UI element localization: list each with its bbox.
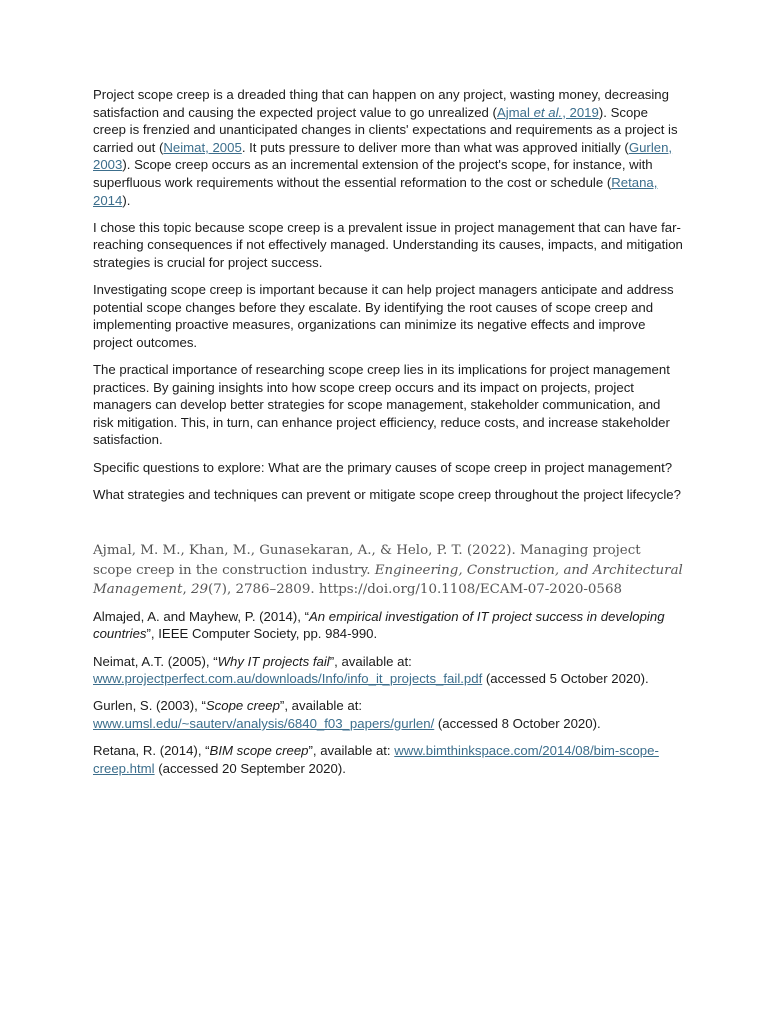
- topic-choice-paragraph: I chose this topic because scope creep is a prevalent issue in project management that can have far-reaching consequences if not effectively managed. Understanding its causes, impacts, and mitigation strategies is crucial for project success.: [93, 219, 683, 270]
- reference-accessed: (accessed 5 October 2020).: [482, 671, 649, 687]
- reference-link-gurlen[interactable]: www.umsl.edu/~sauterv/analysis/6840_f03_papers/gurlen/: [93, 715, 435, 731]
- citation-link-retana[interactable]: Retana, 2014: [93, 174, 658, 208]
- reference-text: ”, available at:: [279, 698, 363, 714]
- reference-neimat: [93, 653, 683, 688]
- document-page: [93, 86, 683, 787]
- intro-paragraph: [93, 86, 683, 209]
- reference-journal: Engineering, Construction, and Architectural Management: [93, 562, 683, 598]
- reference-almajed: [93, 608, 683, 643]
- reference-volume: 29: [190, 582, 208, 598]
- reference-title: An empirical investigation of IT project success in developing countries: [93, 608, 665, 642]
- reference-title: Why IT projects fail: [217, 653, 330, 669]
- reference-text: Retana, R. (2014), “: [93, 743, 210, 759]
- intro-text-2: ). Scope creep is frenzied and unanticipated changes in clients' expectations and requirements as a project is carried out (: [93, 104, 678, 155]
- reference-text: Gurlen, S. (2003), “: [93, 698, 206, 714]
- reference-link-retana[interactable]: www.bimthinkspace.com/2014/08/bim-scope-creep.html: [93, 743, 659, 776]
- reference-text: Neimat, A.T. (2005), “: [93, 653, 218, 669]
- citation-link-ajmal[interactable]: [497, 105, 599, 120]
- section-spacer: [93, 513, 683, 541]
- reference-text: ”, available at:: [329, 653, 412, 669]
- reference-text: Ajmal, M. M., Khan, M., Gunasekaran, A., & Helo, P. T. (2022). Managing project scope creep in the construction industry.: [93, 543, 641, 578]
- practical-importance-paragraph: The practical importance of researching scope creep lies in its implications for project management practices. By gaining insights into how scope creep occurs and its impact on projects, project managers can develop better strategies for scope management, stakeholder communication, and risk mitigation. This, in turn, can enhance project efficiency, reduce costs, and increase stakeholder satisfaction.: [93, 362, 670, 448]
- intro-text-3: . It puts pressure to deliver more than what was approved initially (: [241, 139, 629, 155]
- reference-title: Scope creep: [205, 698, 280, 714]
- reference-link-neimat[interactable]: www.projectperfect.com.au/downloads/Info/info_it_projects_fail.pdf: [93, 671, 483, 687]
- citation-link-gurlen[interactable]: Gurlen, 2003: [93, 139, 673, 173]
- importance-paragraph: Investigating scope creep is important because it can help project managers anticipate and address potential scope changes before they escalate. By identifying the root causes of scope creep and implementing proactive measures, organizations can minimize its negative effects and improve project outcomes.: [93, 282, 674, 350]
- reference-text: ”, IEEE Computer Society, pp. 984-990.: [146, 626, 378, 642]
- reference-accessed: (accessed 20 September 2020).: [154, 760, 346, 776]
- citation-et-al: et al.: [533, 104, 563, 120]
- reference-text: Almajed, A. and Mayhew, P. (2014), “: [93, 608, 310, 624]
- reference-accessed: (accessed 8 October 2020).: [434, 715, 601, 731]
- intro-text-4: ). Scope creep occurs as an incremental extension of the project's scope, for instance, with superfluous work requirements without the essential reformation to the cost or schedule (: [93, 157, 653, 190]
- reference-ajmal: [93, 541, 683, 600]
- citation-link-neimat[interactable]: Neimat, 2005: [163, 139, 242, 155]
- reference-retana: [93, 742, 683, 777]
- question-1-paragraph: Specific questions to explore: What are the primary causes of scope creep in project management?: [93, 459, 673, 475]
- intro-text-5: ).: [122, 192, 131, 208]
- citation-author: Ajmal: [496, 104, 534, 120]
- reference-text: ,: [182, 582, 191, 598]
- question-2-paragraph: What strategies and techniques can prevent or mitigate scope creep throughout the project lifecycle?: [93, 486, 681, 502]
- reference-title: BIM scope creep: [209, 743, 309, 759]
- reference-gurlen: [93, 697, 683, 732]
- reference-text: ”, available at:: [308, 743, 395, 759]
- reference-text: (7), 2786–2809. https://doi.org/10.1108/ECAM-07-2020-0568: [208, 582, 622, 598]
- citation-year: , 2019: [562, 104, 599, 120]
- intro-text-1: Project scope creep is a dreaded thing that can happen on any project, wasting money, decreasing satisfaction and causing the expected project value to go unrealized (: [93, 87, 669, 120]
